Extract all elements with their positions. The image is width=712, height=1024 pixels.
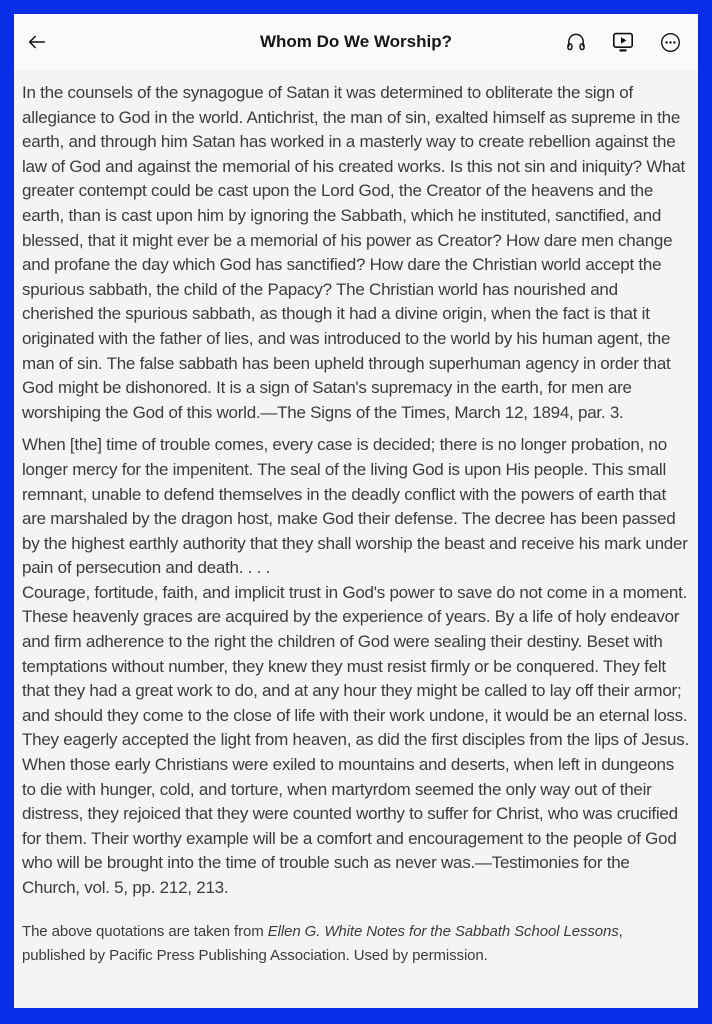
quote-paragraph: Courage, fortitude, faith, and implicit trust in God's power to save do not come in a moment. These heavenly graces are acquired by the experience of years. By a life of holy endeavor and firm adherence to the right the children of God were sealing their destiny. Beset with temptations without number, they knew they must resist firmly or be conquered. They felt that they had a great work to do, and at any hour they might be called to lay off their armor; and should they come to the close of life with their work undone, it would be an eternal loss. They eagerly accepted the light from heaven, as did the first disciples from the lips of Jesus. bbox=[22, 582, 689, 750]
quote-paragraph: In the counsels of the synagogue of Satan it was determined to obliterate the sign of allegiance to God in the world. Antichrist, the man of sin, exalted himself as supreme in the earth, and through him Satan has worked in a masterly way to create rebellion against the law of God and against the memorial of his created works. Is this not sin and iniquity? What greater contempt could be cast upon the Lord God, the Creator of the heavens and the earth, than is cast upon him by ignoring the Sabbath, which he instituted, sanctified, and blessed, that it might ever be a memorial of his power as Creator? How dare men change and profane the day which God has sanctified? How dare the Christian world accept the spurious sabbath, the child of the Papacy? The Christian world has nourished and cherished the spurious sabbath, as though it had a divine origin, when the fact is that it originated with the father of lies, and was introduced to the world by his human agent, the man of sin. The false sabbath has been upheld through superhuman agency in order that God might be dishonored. It is a sign of Satan's supremacy in the earth, for men are worshiping the God of this world.—The Signs of the Times, March 12, 1894, par. 3. bbox=[22, 83, 686, 422]
lesson-screen bbox=[14, 14, 698, 1008]
header bbox=[14, 14, 698, 70]
copyright-note bbox=[22, 920, 690, 968]
video-play-icon bbox=[611, 31, 635, 53]
copyright-suffix: , published by Pacific Press Publishing Association. Used by permission. bbox=[22, 922, 623, 964]
back-button[interactable] bbox=[22, 27, 52, 57]
back-arrow-icon bbox=[26, 31, 48, 53]
quote-paragraph: When [the] time of trouble comes, every case is decided; there is no longer probation, no longer mercy for the impenitent. The seal of the living God is upon His people. This small remnant, unable to defend themselves in the deadly conflict with the powers of earth that are marshaled by the dragon host, make God their defense. The decree has been passed by the highest earthly authority that they shall worship the beast and receive his mark under pain of persecution and death. . . . bbox=[22, 435, 688, 578]
audio-button[interactable] bbox=[561, 27, 591, 57]
header-actions bbox=[561, 27, 686, 58]
copyright-prefix: The above quotations are taken from bbox=[22, 922, 268, 940]
more-options-icon bbox=[659, 31, 682, 54]
video-button[interactable] bbox=[607, 27, 639, 57]
page-title: Whom Do We Worship? bbox=[259, 32, 453, 51]
more-options-button[interactable] bbox=[655, 27, 686, 58]
quote-paragraph: When those early Christians were exiled to mountains and deserts, when left in dungeons to die with hunger, cold, and torture, when martyrdom seemed the only way out of their distress, they rejoiced that they were counted worthy to suffer for Christ, who was crucified for them. Their worthy example will be a comfort and encouragement to the people of God who will be brought into the time of trouble such as never was.—Testimonies for the Church, vol. 5, pp. 212, 213. bbox=[22, 755, 678, 897]
headphones-icon bbox=[565, 31, 587, 53]
copyright-book-title: Ellen G. White Notes for the Sabbath School Lessons bbox=[267, 922, 619, 940]
lesson-content bbox=[14, 70, 698, 1008]
